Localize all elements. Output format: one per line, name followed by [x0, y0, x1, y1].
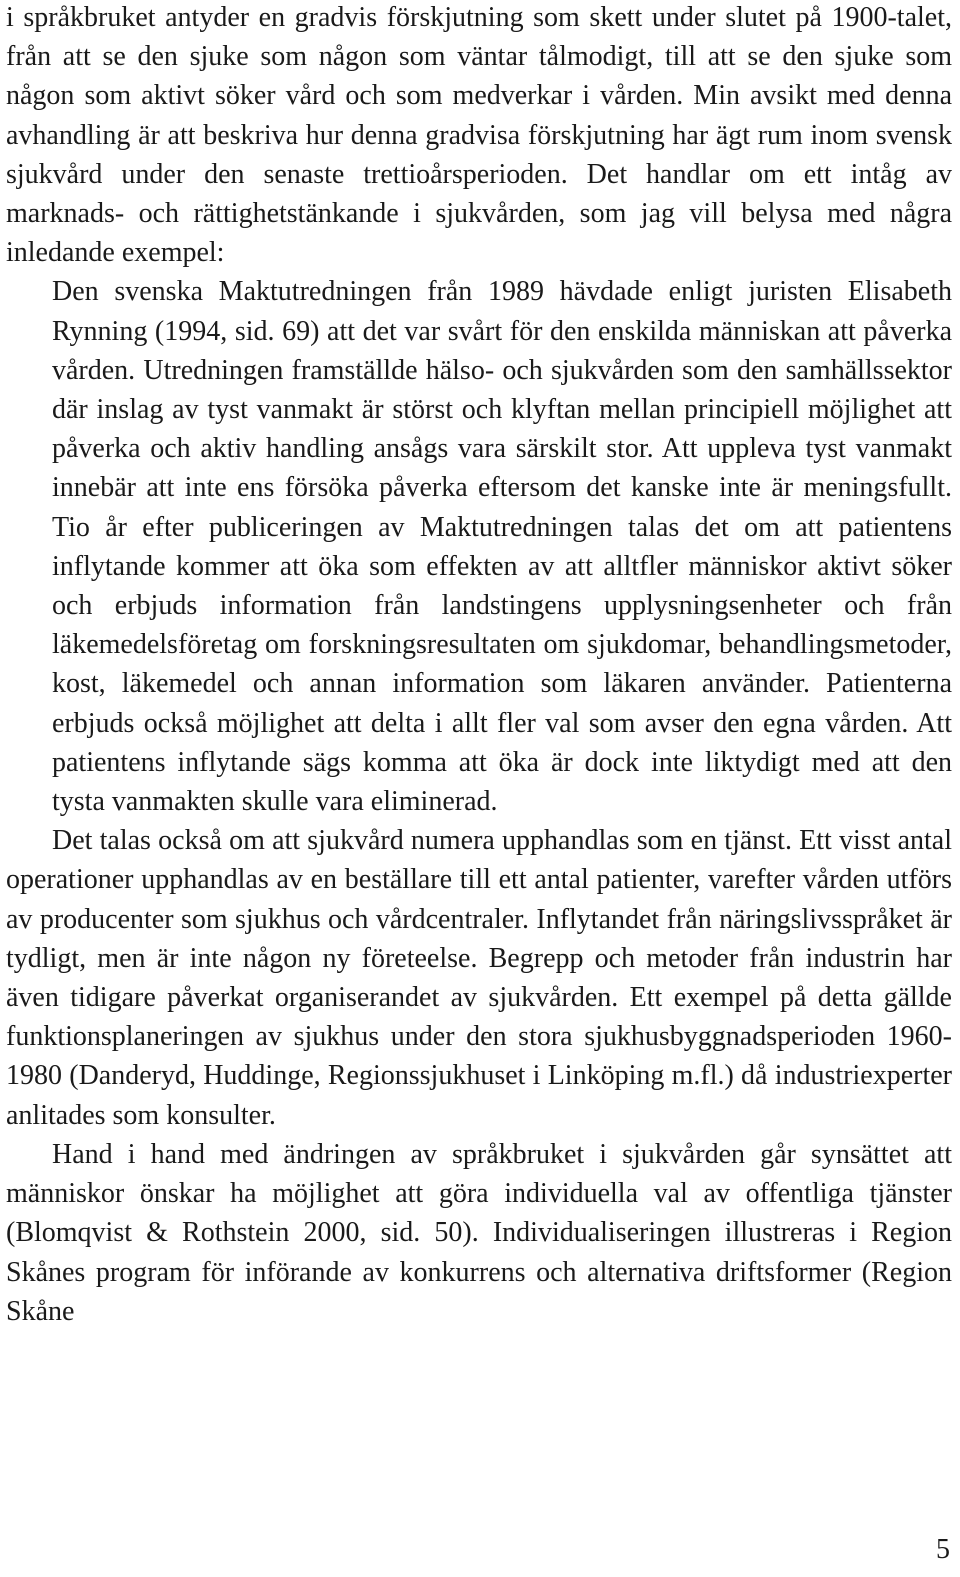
- paragraph-1: i språkbruket antyder en gradvis förskjutning som skett under slutet på 1900-talet, från att se den sjuke som någon som väntar tålmodigt, till att se den sjuke som någon som aktivt söker vård och som medverkar i vården. Min avsikt med denna avhandling är att beskriva hur denna gradvisa förskjutning har ägt rum inom svensk sjukvård under den senaste trettioårsperioden. Det handlar om ett intåg av marknads- och rättighetstänkande i sjukvården, som jag vill belysa med några inledande exempel:: [6, 2, 952, 269]
- paragraph-4: Hand i hand med ändringen av språkbruket i sjukvården går synsättet att människor önskar ha möjlighet att göra individuella val av offentliga tjänster (Blomqvist & Rothstein 2000, sid. 50). Individualiseringen illustreras i Region Skånes program för införande av konkurrens och alternativa driftsformer (Region Skåne: [6, 1138, 952, 1327]
- paragraph-3: Det talas också om att sjukvård numera upphandlas som en tjänst. Ett visst antal operationer upphandlas av en beställare till ett antal patienter, varefter vården utförs av producenter som sjukhus och vårdcentraler. Inflytandet från näringslivsspråket är tydligt, men är inte någon ny företeelse. Begrepp och metoder från industrin har även tidigare påverkat organiserandet av sjukvården. Ett exempel på detta gällde funktionsplaneringen av sjukhus under den stora sjukhusbyggnadsperioden 1960-1980 (Danderyd, Huddinge, Regionssjukhuset i Linköping m.fl.) då industriexperter anlitades som konsulter.: [6, 825, 952, 1131]
- paragraph-2: Den svenska Maktutredningen från 1989 hävdade enligt juristen Elisabeth Rynning (1994, sid. 69) att det var svårt för den enskilda människan att påverka vården. Utredningen framställde hälso- och sjukvården som den samhällssektor där inslag av tyst vanmakt är störst och klyftan mellan principiell möjlighet att påverka och aktiv handling ansågs vara särskilt stor. Att uppleva tyst vanmakt innebär att inte ens försöka påverka eftersom det kanske inte är meningsfullt. Tio år efter publiceringen av Maktutredningen talas det om att patientens inflytande kommer att öka som effekten av att alltfler människor aktivt söker och erbjuds information från landstingens upplysningsenheter och från läkemedelsföretag om forskningsresultaten om sjukdomar, behandlingsmetoder, kost, läkemedel och annan information som läkaren använder. Patienterna erbjuds också möjlighet att delta i allt fler val som avser den egna vården. Att patientens inflytande sägs komma att öka är dock inte liktydigt med att den tysta vanmakten skulle vara eliminerad.: [52, 276, 952, 818]
- page-number: 5: [936, 1534, 950, 1565]
- body-text: [6, 0, 952, 1331]
